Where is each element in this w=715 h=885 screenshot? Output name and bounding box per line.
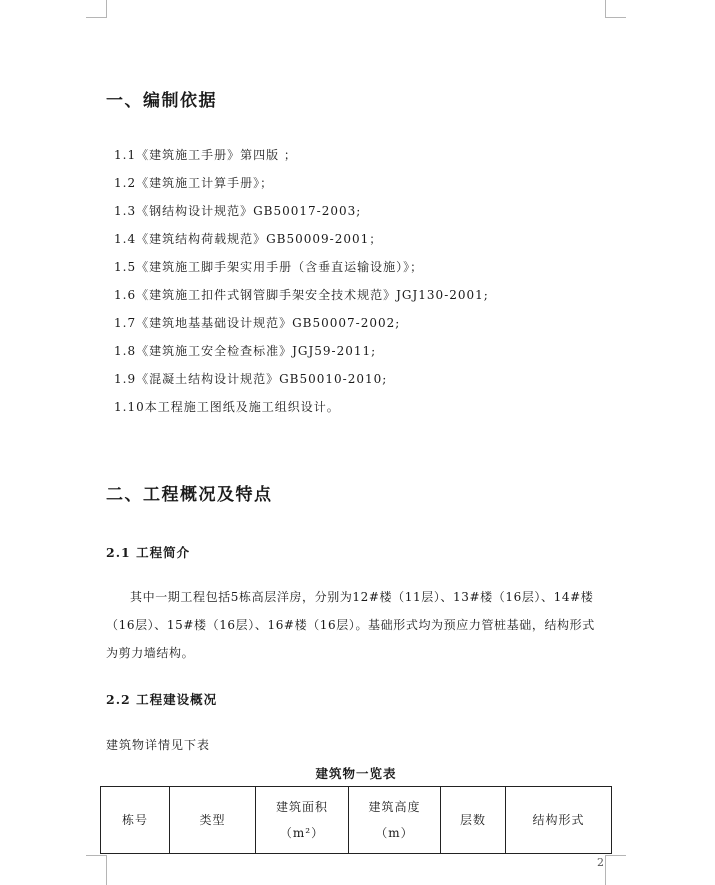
table-header-row: [101, 787, 612, 854]
crop-mark-bottom-right: [605, 855, 626, 885]
reference-item: 1.9《混凝土结构设计规范》GB50010-2010;: [114, 372, 388, 386]
header-area: [256, 787, 349, 854]
header-height: [349, 787, 441, 854]
header-structure: 结构形式: [506, 787, 612, 854]
reference-item: 1.8《建筑施工安全检查标准》JGJ59-2011;: [114, 344, 377, 358]
section-heading-overview: 二、工程概况及特点: [106, 485, 273, 505]
reference-item: 1.6《建筑施工扣件式钢管脚手架安全技术规范》JGJ130-2001;: [114, 288, 489, 302]
subsection-heading-intro: 2.1 工程简介: [106, 545, 191, 560]
header-type: 类型: [170, 787, 256, 854]
header-building-no: 栋号: [101, 787, 170, 854]
reference-item: 1.4《建筑结构荷载规范》GB50009-2001；: [114, 232, 383, 246]
reference-item: 1.5《建筑施工脚手架实用手册（含垂直运输设施）》；: [114, 260, 424, 274]
header-height-label: 建筑高度: [368, 800, 421, 814]
crop-mark-top-left: [86, 0, 107, 18]
page-number: 2: [597, 856, 604, 869]
intro-paragraph: 其中一期工程包括5栋高层洋房，分别为12#楼（11层）、13#楼（16层）、14#楼（16层）、15#楼（16层）、16#楼（16层）。基础形式均为预应力管桩基础，结构形式为剪力墙结构。: [106, 590, 595, 660]
section-heading-basis: 一、编制依据: [106, 91, 217, 111]
header-area-label: 建筑面积: [275, 800, 328, 814]
reference-item: 1.3《钢结构设计规范》GB50017-2003;: [114, 204, 362, 218]
reference-item: 1.2《建筑施工计算手册》；: [114, 176, 274, 190]
crop-mark-bottom-left: [86, 855, 107, 885]
reference-item: 1.1《建筑施工手册》第四版 ；: [114, 148, 297, 162]
header-floors: 层数: [441, 787, 506, 854]
table-caption: 建筑物一览表: [315, 766, 397, 781]
header-area-unit: （m²）: [279, 826, 325, 840]
subsection-heading-construction: 2.2 工程建设概况: [106, 692, 218, 707]
header-height-unit: （m）: [375, 826, 414, 840]
reference-item: 1.10本工程施工图纸及施工组织设计。: [114, 400, 340, 414]
table-intro-text: 建筑物详情见下表: [106, 738, 211, 752]
crop-mark-top-right: [605, 0, 626, 18]
buildings-table: [100, 786, 612, 854]
reference-item: 1.7《建筑地基基础设计规范》GB50007-2002;: [114, 316, 401, 330]
